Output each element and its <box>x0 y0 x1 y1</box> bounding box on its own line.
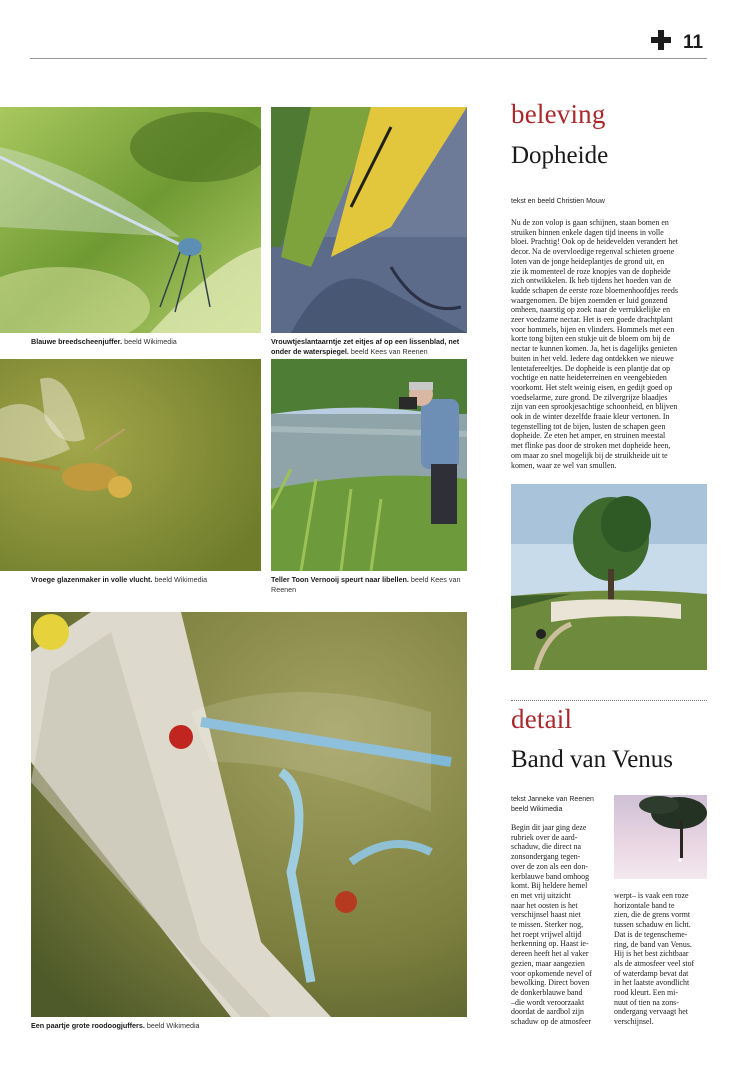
caption-4: Teller Toon Vernooij speurt naar libellen. beeld Kees van Reenen <box>271 575 461 594</box>
page-number: 11 <box>683 32 704 53</box>
article1-body: Nu de zon volop is gaan schijnen, staan bomen en struiken binnen enkele dagen tijd ineens in volle bloei. Prachtig! Ook op de heidevelden verandert het decor. Na de overvloedige regenval schieten groene loten van de jonge heideplantjes de grond uit, en zie ik momenteel de roze knopjes van de dopheide zich ontwikkelen. Ik heb tijdens het hoeden van de kudde schapen de eerste roze bloemenhoofdjes reeds waargenomen. De bijen zoemden er luid gonzend omheen, naarstig op zoek naar de verrukkelijke en zeer voedzame nectar. Het is een goede drachtplant voor hommels, bijen en vlinders. Hommels met een korte tong bijten een stukje uit de bloem om bij de nectar te kunnen komen. Ja, het is dagelijks genieten buiten in het veld. Iedere dag ontdekken we nieuwe lentetafereeltjes. De dopheide is een plantje dat op vochtige en natte heideterreinen en veengebieden voorkomt. Het stelt weinig eisen, en gedijt goed op voedselarme, zure grond. De zilvergrijze blaadjes zijn van een sprookjesachtige schoonheid, en blijven ook in de winter dezelfde fraaie kleur vertonen. In tegenstelling tot de bijen, lusten de schapen geen dopheide. Ze eten het amper, en struinen meestal met flinke pas door de stroken met dopheide heen, om maar zo snel mogelijk bij de struikheide uit te komen, waar ze wel van smullen. <box>511 218 678 470</box>
section-divider <box>511 700 707 701</box>
damselfly-photo <box>0 107 261 333</box>
article2-col2: werpt– is vaak een roze horizontale band te zien, die de grens vormt tussen schaduw en licht. Dat is de tegenscheme- ring, de band van Venus. Hij is het best zichtbaar als de atmosfeer veel stof of waterdamp bevat dat in het laatste avondlicht rood kleurt. Een mi- nuut of tien na zons- ondergang vervaagt het verschijnsel. <box>614 891 695 1027</box>
caption-1: Blauwe breedscheenjuffer. beeld Wikimedia <box>31 337 177 346</box>
header-rule <box>30 58 707 59</box>
man-with-camera-photo <box>271 359 467 571</box>
caption-2: Vrouwtjeslantaarntje zet eitjes af op een lissenblad, net onder de waterspiegel. beeld Kees van Reenen <box>271 337 460 356</box>
article2-col1: Begin dit jaar ging deze rubriek over de aard- schaduw, die direct na zonsondergang tegen- over de zon als een don- kerblauwe band omhoog komt. Bij heldere hemel en met vrij uitzicht naar het oosten is het verschijnsel haast niet te missen. Sterker nog, het roept vrijwel altijd herkenning op. Haast ie- dereen heeft het al vaker gezien, maar aangezien voor opkomende nevel of bewolking. Direct boven de donkerblauwe band –die wordt veroorzaakt doordat de aardbol zijn schaduw op de atmosfeer <box>511 823 592 1027</box>
kicker-detail: detail <box>511 704 573 734</box>
heath-sheep-photo <box>511 484 707 670</box>
headline-dopheide: Dopheide <box>511 142 609 169</box>
caption-5: Een paartje grote roodoogjuffers. beeld Wikimedia <box>31 1021 200 1030</box>
dragonfly-flight-photo <box>0 359 261 571</box>
evening-sky-tree-photo <box>614 795 707 879</box>
plus-icon <box>651 30 671 50</box>
byline-2: tekst Janneke van Reenen beeld Wikimedia <box>511 796 594 813</box>
damselfly-on-leaf-photo <box>271 107 467 333</box>
byline-1: tekst en beeld Christien Mouw <box>511 198 605 205</box>
headline-band-van-venus: Band van Venus <box>511 746 674 773</box>
kicker-beleving: beleving <box>511 99 606 129</box>
caption-3: Vroege glazenmaker in volle vlucht. beeld Wikimedia <box>31 575 208 584</box>
mating-damselflies-photo <box>31 612 467 1017</box>
